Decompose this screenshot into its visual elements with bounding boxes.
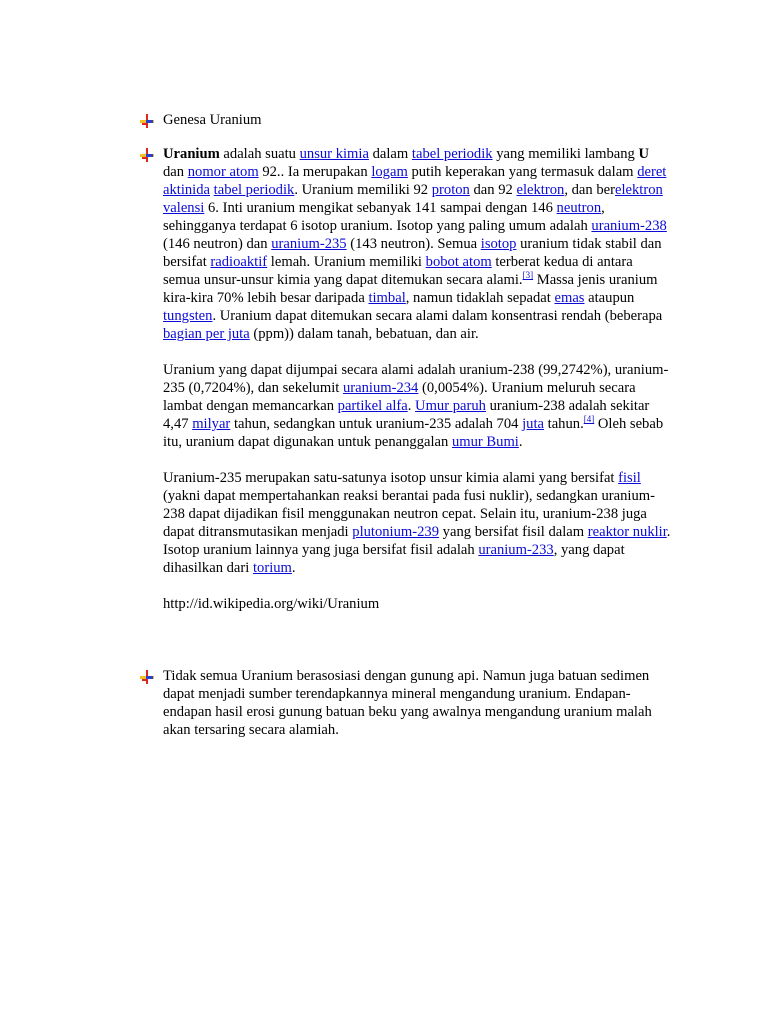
link-uranium-238[interactable]: uranium-238: [591, 218, 667, 234]
pushpin-bullet-icon: [140, 114, 154, 128]
text-run: .: [291, 560, 296, 576]
text-run: yang memiliki lambang: [492, 146, 639, 162]
link-nomor-atom[interactable]: nomor atom: [187, 164, 259, 180]
link-radioaktif[interactable]: radioaktif: [210, 254, 268, 270]
symbol-u: U: [638, 146, 650, 162]
link-elektron-valensi[interactable]: elektron valensi: [163, 182, 663, 216]
text-run: yang bersifat fisil dalam: [439, 524, 588, 540]
paragraph-1: [163, 145, 673, 343]
text-run: terberat kedua di antara semua unsur-unsur kimia yang dapat ditemukan secara alami.: [163, 254, 633, 288]
link-torium[interactable]: torium: [252, 560, 292, 576]
link-umur-paruh[interactable]: Umur paruh: [415, 398, 486, 414]
text-run: (yakni dapat mempertahankan reaksi berantai pada fusi nuklir), sedangkan uranium-238 dapat dijadikan fisil menggunakan neutron cepat. Selain itu, uranium-238 juga dapat ditransmutasikan menjadi: [163, 488, 655, 540]
link-emas[interactable]: emas: [554, 290, 585, 306]
text-run: ataupun: [584, 290, 635, 306]
text-run: 6. Inti uranium mengikat sebanyak 141 sampai dengan 146: [204, 200, 557, 216]
text-run: Massa jenis uranium kira-kira 70% lebih besar daripada: [163, 272, 658, 306]
link-elektron[interactable]: elektron: [516, 182, 565, 198]
text-run: . Isotop uranium lainnya yang juga bersifat fisil adalah: [163, 524, 671, 558]
note-paragraph: Tidak semua Uranium berasosiasi dengan gunung api. Namun juga batuan sedimen dapat menjadi sumber terendapkannya mineral mengandung uranium. Endapan-endapan hasil erosi gunung batuan beku yang awalnya mengandung uranium malah akan tersaring secara alamiah.: [163, 668, 652, 738]
text-run: .: [407, 398, 416, 414]
text-run: uranium tidak stabil dan bersifat: [163, 236, 662, 270]
link-tabel-periodik[interactable]: tabel periodik: [411, 146, 493, 162]
link-timbal[interactable]: timbal: [368, 290, 406, 306]
link-milyar[interactable]: milyar: [192, 416, 231, 432]
text-run: . Uranium dapat ditemukan secara alami dalam konsentrasi rendah (beberapa: [212, 308, 663, 324]
link-fisil[interactable]: fisil: [618, 470, 641, 486]
text-run: (ppm)) dalam tanah, bebatuan, dan air.: [249, 326, 479, 342]
link-reaktor-nuklir[interactable]: reaktor nuklir: [587, 524, 667, 540]
text-run: lemah. Uranium memiliki: [267, 254, 426, 270]
text-run: Uranium yang dapat dijumpai secara alami adalah uranium-238 (99,2742%), uranium-235 (0,7204%), dan sekelumit: [163, 362, 669, 396]
text-run: dalam: [368, 146, 412, 162]
text-run: uranium-238 adalah sekitar 4,47: [163, 398, 650, 432]
pushpin-bullet-icon: [140, 670, 154, 684]
link-logam[interactable]: logam: [371, 164, 408, 180]
text-run: 92.. Ia merupakan: [258, 164, 372, 180]
link-bobot-atom[interactable]: bobot atom: [425, 254, 492, 270]
section-heading: Genesa Uranium: [163, 112, 262, 128]
link-plutonium-239[interactable]: plutonium-239: [352, 524, 440, 540]
link-tungsten[interactable]: tungsten: [163, 308, 213, 324]
link-proton[interactable]: proton: [431, 182, 470, 198]
text-run: .: [518, 434, 523, 450]
text-run: (0,0054%). Uranium meluruh secara lambat dengan memancarkan: [163, 380, 636, 414]
link-bagian-per-juta[interactable]: bagian per juta: [163, 326, 250, 342]
link-uranium-234[interactable]: uranium-234: [342, 380, 419, 396]
text-run: Uranium-235 merupakan satu-satunya isotop unsur kimia alami yang bersifat: [163, 470, 619, 486]
text-run: Oleh sebab itu, uranium dapat digunakan untuk penanggalan: [163, 416, 664, 450]
text-run: dan 92: [469, 182, 517, 198]
link-isotop[interactable]: isotop: [480, 236, 517, 252]
text-run: , sehingganya terdapat 6 isotop uranium. Isotop yang paling umum adalah: [163, 200, 605, 234]
link-uranium-235[interactable]: uranium-235: [271, 236, 347, 252]
term-uranium: Uranium: [163, 146, 220, 162]
link-tabel-periodik-2[interactable]: tabel periodik: [213, 182, 295, 198]
text-run: adalah suatu: [219, 146, 300, 162]
link-neutron[interactable]: neutron: [556, 200, 602, 216]
pushpin-bullet-icon: [140, 148, 154, 162]
paragraph-2: [163, 361, 673, 451]
text-run: (143 neutron). Semua: [346, 236, 481, 252]
text-run: dan: [163, 164, 188, 180]
link-deret-aktinida[interactable]: deret aktinida: [163, 164, 667, 198]
text-run: tahun.: [544, 416, 584, 432]
link-umur-bumi[interactable]: umur Bumi: [451, 434, 519, 450]
paragraph-3: [163, 469, 673, 577]
text-run: , namun tidaklah sepadat: [405, 290, 555, 306]
text-run: tahun, sedangkan untuk uranium-235 adalah 704: [230, 416, 523, 432]
link-unsur-kimia[interactable]: unsur kimia: [299, 146, 369, 162]
text-run: , dan ber: [564, 182, 615, 198]
text-run: (146 neutron) dan: [163, 236, 272, 252]
source-url: http://id.wikipedia.org/wiki/Uranium: [163, 596, 380, 612]
text-run: , yang dapat dihasilkan dari: [163, 542, 625, 576]
citation-4[interactable]: [4]: [583, 414, 595, 424]
citation-3[interactable]: [3]: [522, 270, 534, 280]
link-partikel-alfa[interactable]: partikel alfa: [337, 398, 408, 414]
link-juta[interactable]: juta: [522, 416, 544, 432]
link-uranium-233[interactable]: uranium-233: [478, 542, 554, 558]
text-run: putih keperakan yang termasuk dalam: [407, 164, 638, 180]
text-run: . Uranium memiliki 92: [294, 182, 432, 198]
